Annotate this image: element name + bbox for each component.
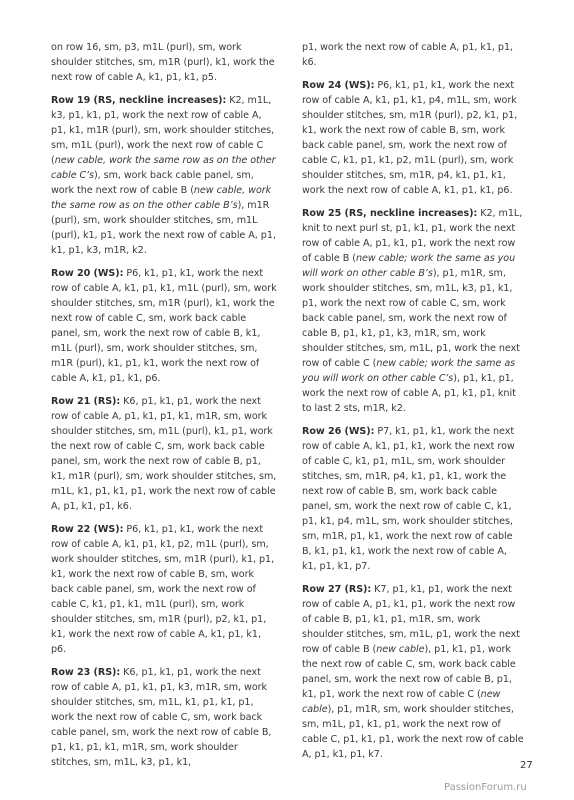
italic-note: new cable [302, 689, 501, 715]
row-label: Row 26 (WS): [302, 426, 375, 437]
row-21-instructions [51, 394, 277, 514]
paragraph-text: K2, m1L, k3, p1, k1, p1, work the next row of cable A, p1, k1, m1R (purl), sm, work shoulder stitches, sm, m1L (purl), work the next row of cable C ( [51, 95, 275, 166]
paragraph [302, 40, 524, 70]
paragraph-text: K6, p1, k1, p1, work the next row of cable A, p1, k1, p1, k3, m1R, sm, work shoulder stitches, sm, m1L, k1, p1, k1, p1, work the next row of cable C, sm, work back cable panel, sm, work the next row of cable B, p1, k1, p1, k1, m1R, sm, work shoulder stitches, sm, m1L, k3, p1, k1, [51, 667, 272, 768]
page-number: 27 [520, 760, 533, 771]
italic-note: new cable, work the same row as on the other cable C’s [51, 155, 276, 181]
paragraph [51, 40, 277, 85]
row-label: Row 24 (WS): [302, 80, 375, 91]
right-column [302, 40, 524, 770]
row-25-instructions [302, 206, 524, 416]
watermark: PassionForum.ru [444, 782, 527, 793]
row-label: Row 27 (RS): [302, 584, 372, 595]
paragraph-text: ), p1, m1R, sm, work shoulder stitches, sm, m1L, k3, p1, k1, p1, work the next row of cable C, sm, work back cable panel, sm, work the next row of cable B, p1, k1, p1, k3, m1R, sm, work shoulder stitches, sm, m1L, p1, work the next row of cable C ( [302, 268, 520, 369]
row-label: Row 21 (RS): [51, 396, 121, 407]
row-19-instructions [51, 93, 277, 258]
paragraph-text: on row 16, sm, p3, m1L (purl), sm, work shoulder stitches, sm, m1R (purl), k1, work the next row of cable A, k1, p1, k1, p5. [51, 42, 275, 83]
paragraph-text: ), p1, k1, p1, work the next row of cable A, p1, k1, p1, knit to last 2 sts, m1R, k2. [302, 373, 516, 414]
paragraph-text: ), m1R (purl), sm, work shoulder stitches, sm, m1L (purl), k1, p1, work the next row of cable A, p1, k1, p1, k3, m1R, k2. [51, 200, 276, 256]
italic-note: new cable; work the same as you will work on other cable C’s [302, 358, 516, 384]
paragraph-text: K6, p1, k1, p1, work the next row of cable A, p1, k1, p1, k1, m1R, sm, work shoulder stitches, sm, m1L (purl), k1, p1, work the next row of cable C, sm, work back cable panel, sm, work the next row of cable B, p1, k1, m1R (purl), sm, work shoulder stitches, sm, m1L, k1, p1, k1, p1, work the next row of cable A, p1, k1, p1, k6. [51, 396, 277, 512]
paragraph-text: ), p1, m1R, sm, work shoulder stitches, sm, m1L, p1, k1, p1, work the next row of cable C, p1, k1, p1, work the next row of cable A, p1, k1, p1, k7. [302, 704, 524, 760]
row-27-instructions [302, 582, 524, 762]
paragraph-text: ), sm, work back cable panel, sm, work the next row of cable B ( [51, 170, 254, 196]
row-20-instructions [51, 266, 277, 386]
row-24-instructions [302, 78, 524, 198]
paragraph-text: P6, k1, p1, k1, work the next row of cable A, k1, p1, k1, p4, m1L, sm, work shoulder stitches, sm, m1R (purl), p2, k1, p1, k1, work the next row of cable B, sm, work back cable panel, sm, work the next row of cable C, k1, p1, k1, p2, m1L (purl), sm, work shoulder stitches, sm, m1R, p4, k1, p1, k1, work the next row of cable A, k1, p1, k1, p6. [302, 80, 518, 196]
row-label: Row 20 (WS): [51, 268, 124, 279]
row-label: Row 25 (RS, neckline increases): [302, 208, 478, 219]
left-column [51, 40, 277, 778]
paragraph-text: K2, m1L, knit to next purl st, p1, k1, p1, work the next row of cable A, p1, k1, p1, work the next row of cable B ( [302, 208, 523, 264]
italic-note: new cable; work the same as you will work on other cable B’s [302, 253, 516, 279]
paragraph-text: P7, k1, p1, k1, work the next row of cable A, k1, p1, k1, work the next row of cable C, k1, p1, m1L, sm, work shoulder stitches, sm, m1R, p4, k1, p1, k1, work the next row of cable B, sm, work back cable panel, sm, work the next row of cable C, k1, p1, k1, p4, m1L, sm, work shoulder stitches, sm, m1R, p1, k1, work the next row of cable B, k1, p1, k1, work the next row of cable A, k1, p1, k1, p7. [302, 426, 515, 572]
paragraph-text: P6, k1, p1, k1, work the next row of cable A, k1, p1, k1, p2, m1L (purl), sm, work shoulder stitches, sm, m1R (purl), k1, p1, k1, work the next row of cable B, sm, work back cable panel, sm, work the next row of cable C, k1, p1, k1, m1L (purl), sm, work shoulder stitches, sm, m1R (purl), p2, k1, p1, k1, work the next row of cable A, k1, p1, k1, p6. [51, 524, 275, 655]
paragraph-text: P6, k1, p1, k1, work the next row of cable A, k1, p1, k1, m1L (purl), sm, work shoulder stitches, sm, m1R (purl), k1, work the next row of cable C, sm, work back cable panel, sm, work the next row of cable B, k1, m1L (purl), sm, work shoulder stitches, sm, m1R (purl), k1, p1, k1, work the next row of cable A, k1, p1, k1, p6. [51, 268, 277, 384]
italic-note: new cable, work the same row as on the other cable B’s [51, 185, 272, 211]
row-23-instructions [51, 665, 277, 770]
italic-note: new cable [376, 644, 425, 655]
row-label: Row 22 (WS): [51, 524, 124, 535]
row-label: Row 19 (RS, neckline increases): [51, 95, 227, 106]
paragraph-text: ), p1, k1, p1, work the next row of cable C, sm, work back cable panel, sm, work the next row of cable B, p1, k1, p1, work the next row of cable C ( [302, 644, 516, 700]
paragraph-text: p1, work the next row of cable A, p1, k1, p1, k6. [302, 42, 514, 68]
row-26-instructions [302, 424, 524, 574]
row-label: Row 23 (RS): [51, 667, 121, 678]
row-22-instructions [51, 522, 277, 657]
paragraph-text: K7, p1, k1, p1, work the next row of cable A, p1, k1, p1, work the next row of cable B, p1, k1, p1, m1R, sm, work shoulder stitches, sm, m1L, p1, work the next row of cable B ( [302, 584, 520, 655]
